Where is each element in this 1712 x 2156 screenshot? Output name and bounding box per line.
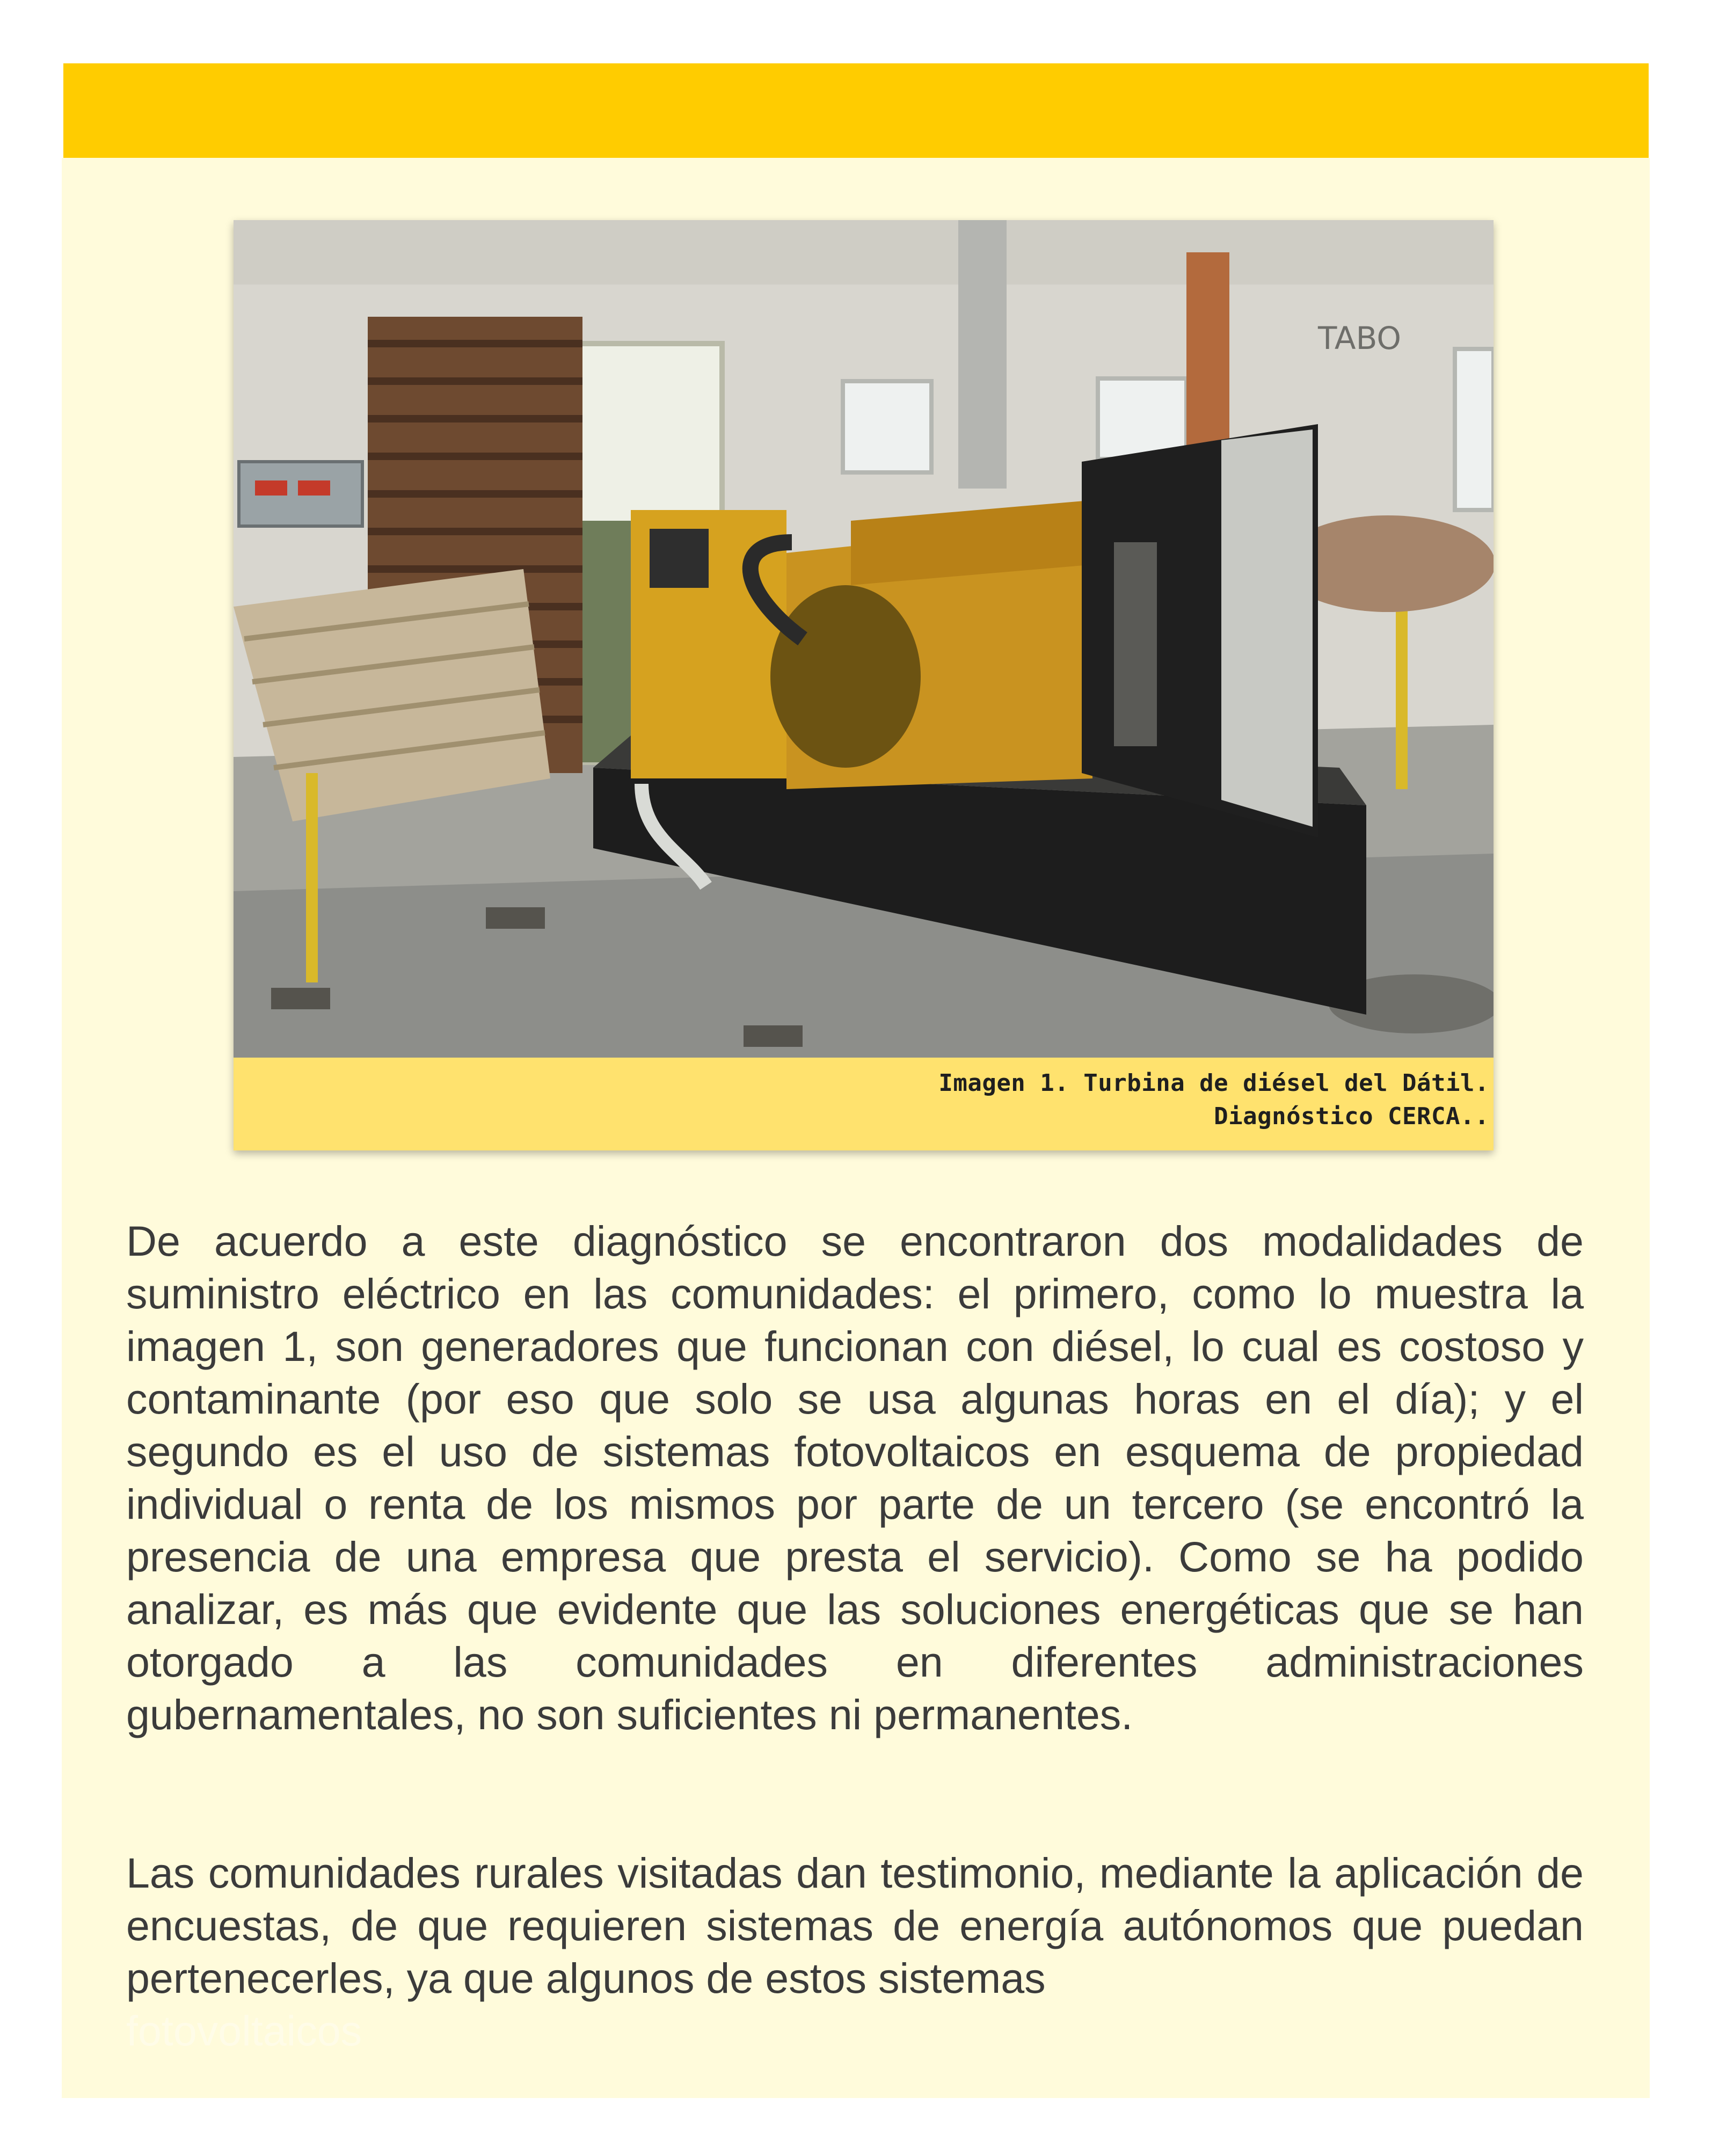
figure [234, 220, 1494, 1150]
body-paragraph-1: De acuerdo a este diagnóstico se encontraron dos modalidades de suministro eléctrico en las comunidades: el primero, como lo muestra la imagen 1, son generadores que funcionan con diésel, lo cual es costoso y contaminante (por eso que solo se usa algunas horas en el día); y el segundo es el uso de sistemas fotovoltaicos en esquema de propiedad individual o renta de los mismos por parte de un tercero (se encontró la presencia de una empresa que presta el servicio). Como se ha podido analizar, es más que evidente que las soluciones energéticas que se han otorgado a las comunidades en diferentes administraciones gubernamentales, no son suficientes ni permanentes. [126, 1217, 1584, 1738]
figure-caption [234, 1058, 1494, 1150]
caption-line-2: Diagnóstico CERCA.. [1214, 1103, 1489, 1130]
generator-photo [234, 220, 1494, 1058]
faded-continuation-text: fotovoltaicos [126, 2007, 362, 2055]
body-paragraph-2: Las comunidades rurales visitadas dan testimonio, mediante la aplicación de encuestas, de que requieren sistemas de energía autónomos que puedan pertenecerles, ya que algunos de estos sistemas [126, 1849, 1584, 2002]
caption-line-1: Imagen 1. Turbina de diésel del Dátil. [938, 1069, 1489, 1097]
svg-text:TABO: TABO [1318, 320, 1402, 356]
header-bar [63, 63, 1649, 158]
